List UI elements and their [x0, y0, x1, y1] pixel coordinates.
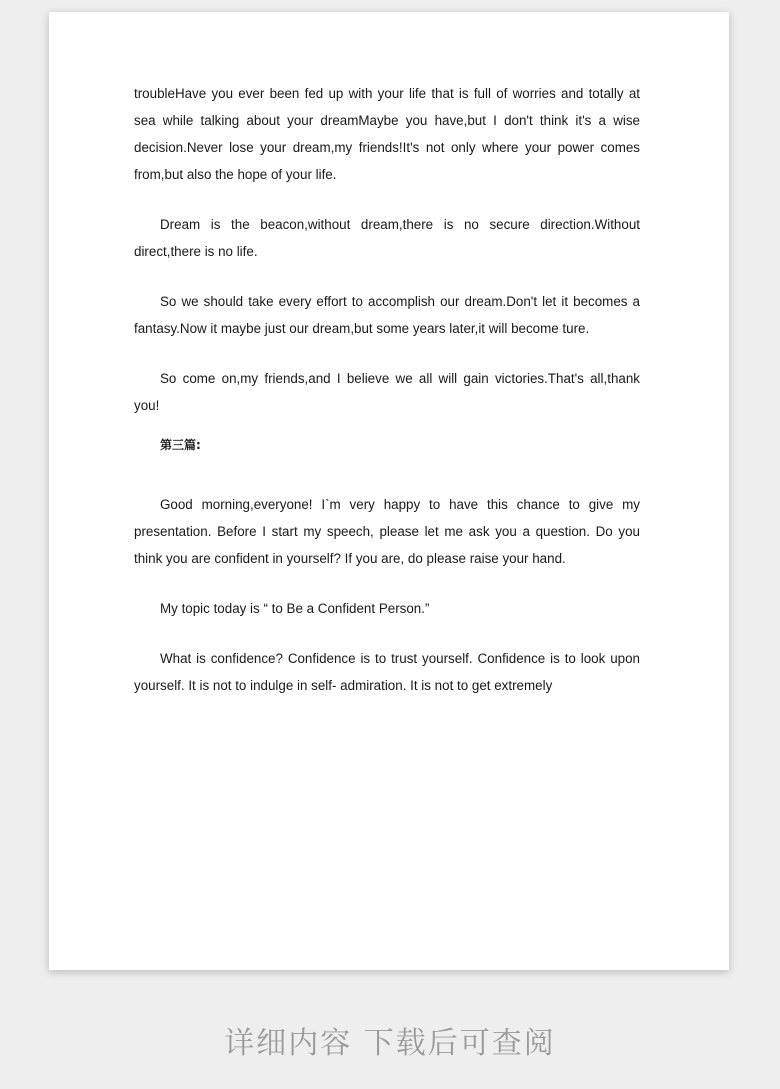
section-heading: 第三篇: [160, 438, 201, 452]
document-body [134, 80, 640, 699]
paragraph-4: So come on,my friends,and I believe we all will gain victories.That's all,thank you! [134, 371, 640, 413]
download-prompt: 详细内容 下载后可查阅 [224, 1026, 556, 1061]
paragraph-6: My topic today is “ to Be a Confident Person.” [160, 601, 430, 616]
paragraph-1: troubleHave you ever been fed up with your life that is full of worries and totally at sea while talking about your dreamMaybe you have,but I don't think it's a wise decision.Never lose your dream,my friends!It's not only where your power comes from,but also the hope of your life. [134, 86, 640, 182]
paragraph-2: Dream is the beacon,without dream,there is no secure direction.Without direct,there is no life. [134, 217, 640, 259]
document-page [49, 12, 729, 970]
paragraph-7: What is confidence? Confidence is to trust yourself. Confidence is to look upon yourself. It is not to indulge in self- admiration. It is not to get extremely [134, 651, 640, 693]
paragraph-3: So we should take every effort to accomplish our dream.Don't let it becomes a fantasy.Now it maybe just our dream,but some years later,it will become ture. [134, 294, 640, 336]
paragraph-5: Good morning,everyone! I`m very happy to have this chance to give my presentation. Before I start my speech, please let me ask you a question. Do you think you are confident in yourself? If you are, do please raise your hand. [134, 497, 640, 566]
